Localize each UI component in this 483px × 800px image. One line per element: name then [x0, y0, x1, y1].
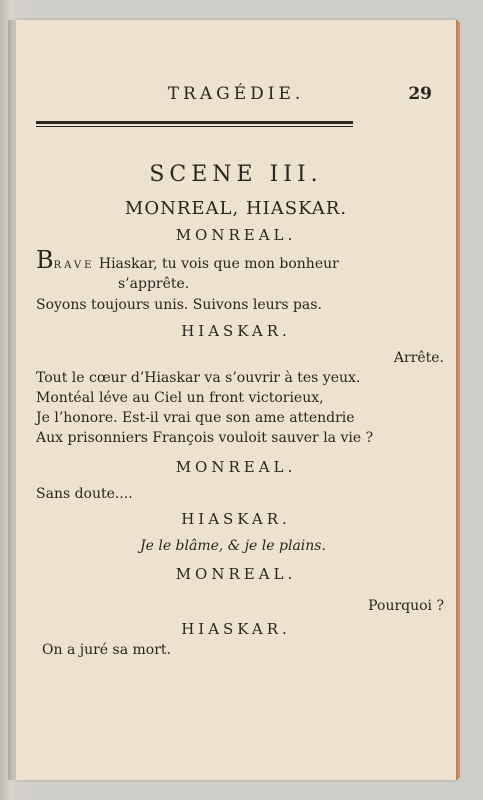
book-page: [16, 20, 456, 780]
speaker-monreal-3: MONREAL.: [175, 565, 297, 583]
verse-arrete: Arrête.: [393, 350, 444, 366]
book-gutter: [8, 20, 16, 780]
speaker-monreal-2: MONREAL.: [175, 458, 297, 476]
page-number: 29: [408, 84, 432, 104]
speaker-hiaskar-2: HIASKAR.: [181, 510, 291, 528]
verse-line-1-text: Hiaskar, tu vois que mon bonheur: [94, 256, 339, 272]
header-rule: [36, 121, 353, 127]
running-title: TRAGÉDIE.: [167, 84, 305, 104]
verse-line-2: Soyons toujours unis. Suivons leurs pas.: [36, 297, 322, 313]
verse-line-10: On a juré sa mort.: [42, 642, 171, 658]
verse-line-4: Montéal léve au Ciel un front victorieux,: [36, 390, 324, 406]
speaker-hiaskar-3: HIASKAR.: [181, 620, 291, 638]
drop-cap: B: [36, 246, 54, 274]
verse-line-1: [36, 246, 339, 274]
verse-line-8: Je le blâme, & je le plains.: [140, 538, 326, 554]
verse-line-6: Aux prisonniers François vouloit sauver la vie ?: [36, 430, 374, 446]
small-caps-word: RAVE: [53, 260, 95, 271]
verse-line-9: Pourquoi ?: [368, 598, 444, 614]
scene-title: SCENE III.: [149, 162, 323, 187]
verse-line-5: Je l’honore. Est-il vrai que son ame attendrie: [36, 410, 355, 426]
scene-characters: MONREAL, HIASKAR.: [124, 198, 348, 219]
page-edge: [456, 22, 460, 778]
verse-line-7: Sans doute....: [36, 486, 133, 502]
verse-line-1-continuation: s’apprête.: [118, 276, 190, 292]
speaker-hiaskar-1: HIASKAR.: [181, 322, 291, 340]
verse-line-3: Tout le cœur d’Hiaskar va s’ouvrir à tes yeux.: [36, 370, 361, 386]
speaker-monreal-1: MONREAL.: [175, 226, 297, 244]
